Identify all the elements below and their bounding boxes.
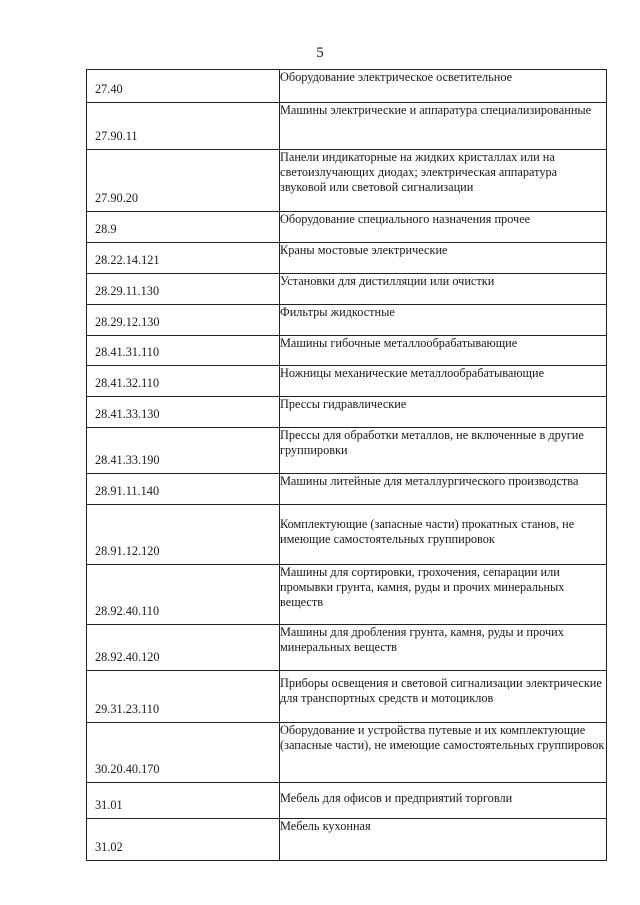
table-row [87,366,607,397]
code-cell [87,625,280,671]
code-cell [87,150,280,212]
description-cell: Прессы для обработки металлов, не включенные в другие группировки [280,428,607,474]
code-text: 27.90.11 [95,129,138,143]
description-cell: Оборудование специального назначения прочее [280,212,607,243]
table-row [87,819,607,861]
table-row [87,474,607,505]
code-cell [87,723,280,783]
code-text: 29.31.23.110 [95,702,160,716]
description-cell: Комплектующие (запасные части) прокатных станов, не имеющие самостоятельных группировок [280,505,607,565]
description-cell: Мебель для офисов и предприятий торговли [280,783,607,819]
table-row [87,783,607,819]
table-row [87,212,607,243]
description-cell: Приборы освещения и световой сигнализации электрические для транспортных средств и мотоциклов [280,671,607,723]
description-cell: Оборудование и устройства путевые и их комплектующие (запасные части), не имеющие самостоятельных группировок [280,723,607,783]
code-text: 27.40 [95,82,123,96]
code-text: 28.41.31.110 [95,345,160,359]
table-row [87,723,607,783]
description-cell: Машины для сортировки, грохочения, сепарации или промывки грунта, камня, руды и прочих минеральных веществ [280,565,607,625]
page-number: 5 [316,45,324,61]
description-cell: Фильтры жидкостные [280,305,607,336]
table-row [87,243,607,274]
code-cell [87,336,280,366]
code-text: 27.90.20 [95,191,139,205]
description-cell: Краны мостовые электрические [280,243,607,274]
description-cell: Ножницы механические металлообрабатывающие [280,366,607,397]
description-cell: Машины гибочные металлообрабатывающие [280,336,607,366]
code-cell [87,505,280,565]
code-text: 30.20.40.170 [95,762,160,776]
description-cell: Оборудование электрическое осветительное [280,70,607,103]
table-row [87,625,607,671]
description-cell: Машины литейные для металлургического производства [280,474,607,505]
description-cell: Установки для дистилляции или очистки [280,274,607,305]
table-row [87,305,607,336]
description-cell: Машины электрические и аппаратура специализированные [280,103,607,150]
table-row [87,397,607,428]
code-text: 28.92.40.120 [95,650,160,664]
code-text: 28.91.12.120 [95,544,160,558]
code-cell [87,305,280,336]
code-cell [87,474,280,505]
code-cell [87,565,280,625]
code-cell [87,103,280,150]
code-text: 28.29.12.130 [95,315,160,329]
table-row [87,274,607,305]
table-row [87,671,607,723]
code-text: 28.29.11.130 [95,284,160,298]
table-row [87,103,607,150]
code-text: 28.9 [95,222,117,236]
code-cell [87,783,280,819]
code-cell [87,819,280,861]
code-cell [87,428,280,474]
code-cell [87,274,280,305]
table-row [87,70,607,103]
description-cell: Прессы гидравлические [280,397,607,428]
code-cell [87,70,280,103]
okpd-code-table [86,69,607,861]
description-cell: Мебель кухонная [280,819,607,861]
description-cell: Панели индикаторные на жидких кристаллах или на светоизлучающих диодах; электрическая аппаратура звуковой или световой сигнализации [280,150,607,212]
code-text: 28.92.40.110 [95,604,160,618]
code-cell [87,397,280,428]
code-text: 28.41.32.110 [95,376,160,390]
code-cell [87,212,280,243]
description-cell: Машины для дробления грунта, камня, руды и прочих минеральных веществ [280,625,607,671]
table-row [87,428,607,474]
code-text: 28.41.33.130 [95,407,160,421]
code-text: 31.02 [95,840,123,854]
table-row [87,565,607,625]
code-cell [87,243,280,274]
code-text: 31.01 [95,798,123,812]
code-cell [87,671,280,723]
table-row [87,336,607,366]
code-text: 28.91.11.140 [95,484,160,498]
table-row [87,505,607,565]
table-row [87,150,607,212]
code-text: 28.22.14.121 [95,253,160,267]
code-text: 28.41.33.190 [95,453,160,467]
code-cell [87,366,280,397]
